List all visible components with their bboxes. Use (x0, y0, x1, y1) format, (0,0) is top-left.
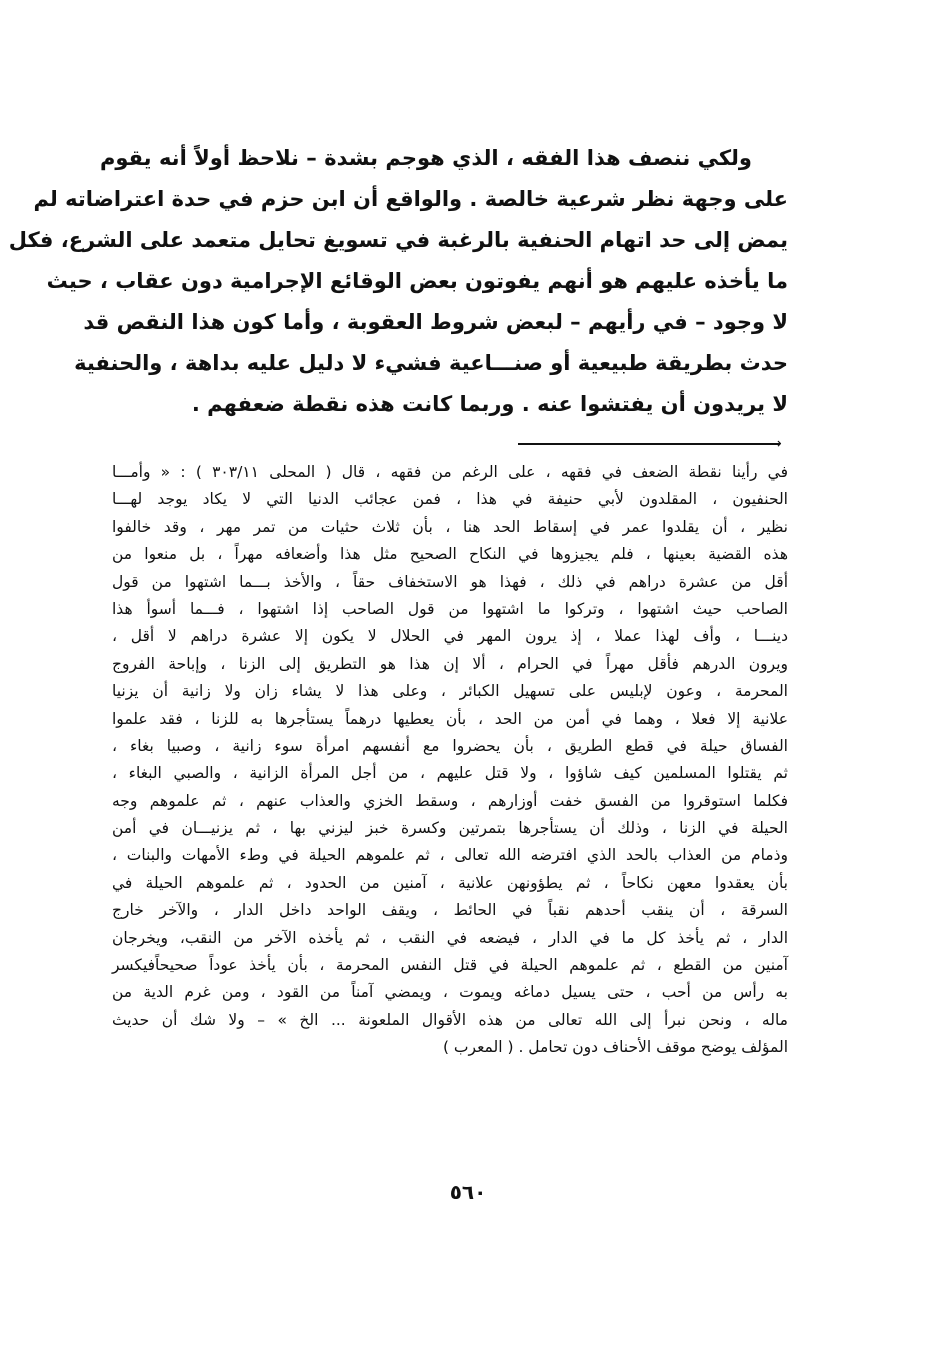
footnote-line: الحنفيون ، المقلدون لأبي حنيفة في هذا ، فمن عجائب الدنيا التي لا يكاد يوجد لهـــا (112, 490, 788, 509)
footnote-line: المحرمة ، وعون لإبليس على تسهيل الكبائر ، وعلى هذا لا يشاء زان ولا زانية أن يزنيا (112, 682, 788, 701)
footnote-line: هذه القضية بعينها ، فلم يجيزوها في النكاح الصحيح مثل هذا وأضعافه مهراً ، بل منعوا من (112, 545, 788, 564)
footnote-line: وذمام من العذاب بالحد الذي افترضه الله تعالى ، ثم علموهم الحيلة في وطء الأمهات والبنات ، (112, 846, 788, 865)
footnote-line: أقل من عشرة دراهم في ذلك ، فهذا هو الاستخفاف حقاً ، والأخذ بـــما اشتهوا من قول (112, 572, 788, 591)
footnote-line: بأن يعقدوا معهن نكاحاً ، ثم يطؤونهن علانية ، آمنين من الحدود ، ثم علموهم الحيلة في (112, 873, 788, 892)
footnote-line: الفساق حيلة في قطع الطريق ، بأن يحضروا مع أنفسهم امرأة سوء زانية ، وصبيا بغاء ، (112, 736, 788, 755)
footnote-line: ويرون الدرهم فأقل مهراً في الحرام ، ألا إن هذا هو التطريق إلى الزنا ، وإباحة الفروج (112, 654, 788, 673)
footnote-line: الحيلة في الزنا ، وذلك أن يستأجرها بتمرتين وكسرة خبز ليزني بها ، ثم يزنيـــان في أمن (112, 819, 788, 838)
footnote-line: ماله ، ونحن نبرأ إلى الله تعالى من هذه الأقوال الملعونة ... الخ » – ولا شك أن حديث (112, 1010, 788, 1029)
footnote-line: ثم يقتلوا المسلمين كيف شاؤوا ، ولا قتل عليهم ، من أجل المرأة الزانية ، والصبي البغاء ، (112, 764, 788, 783)
footnote-line: السرقة ، أن ينقب أحدهم نقباً في الحائط ، ويقف الواحد داخل الدار ، والآخر خارج (112, 901, 788, 920)
footnote-line: الصاحب حيث اشتهوا ، وتركوا ما اشتهوا من قول الصاحب إذا اشتهوا ، فـــما أسوأ هذا (112, 599, 788, 618)
body-line: ولكي ننصف هذا الفقه ، الذي هوجم بشدة – نلاحظ أولاً أنه يقوم (100, 146, 752, 170)
footnote-line: الدار ، ثم يأخذ كل ما في الدار ، فيضعه في النقب ، ثم يأخذه الآخر من النقب، ويخرجان (112, 928, 788, 947)
body-line: على وجهة نظر شرعية خالصة . والواقع أن ابن حزم في حدة اعتراضاته لم (33, 187, 788, 211)
page-number: ٥٦٠ (449, 1180, 487, 1204)
body-line: حدث بطريقة طبيعية أو صنـــاعية فشيء لا دليل عليه بداهة ، والحنفية (74, 351, 788, 375)
body-line: لا وجود – في رأيهم – لبعض شروط العقوبة ، وأما كون هذا النقص قد (83, 310, 788, 334)
footnote-block (112, 459, 788, 1062)
continuation-arrow-icon: → (770, 436, 782, 452)
body-line: لا يريدون أن يفتشوا عنه . وربما كانت هذه نقطة ضعفهم . (191, 392, 788, 416)
footnote-divider (518, 443, 780, 445)
footnote-line: نظير ، أن يقلدوا عمر في إسقاط الحد هنا ، بأن ثلاث حثيات من تمر مهر ، وقد خالفوا (112, 517, 788, 536)
footnote-line: دينـــا ، وأف لهذا عملا ، إذ يرون المهر في الحلال لا يكون إلا عشرة دراهم لا أقل ، (112, 627, 788, 646)
footnote-line: علانية إلا فعلا ، وهما في أمن من الحد ، بأن يعطيها درهماً يستأجرها به للزنا ، فقد علموا (112, 709, 788, 728)
footnote-line: به رأس من أحب ، حتى يسيل دماغه ويموت ، ويمضي آمناً من القود ، ومن غرم الدية من (112, 983, 788, 1002)
footnote-line: المؤلف يوضح موقف الأحناف دون تحامل . ( المعرب ) (442, 1038, 788, 1057)
footnote-line: آمنين من القطع ، ثم علموهم الحيلة في قتل النفس المحرمة ، بأن يأخذ عوداً صحيحاًفيكسر (112, 956, 788, 975)
footnote-line: فكلما استوقروا من الفسق خفت أوزارهم ، وسقط الخزي والعذاب عنهم ، ثم علموهم وجه (112, 791, 788, 810)
main-paragraph (8, 138, 788, 425)
body-line: يمض إلى حد اتهام الحنفية بالرغبة في تسويغ تحايل متعمد على الشرع، فكل (8, 228, 788, 252)
body-line: ما يأخذه عليهم هو أنهم يفوتون بعض الوقائع الإجرامية دون عقاب ، حيث (46, 269, 788, 293)
footnote-line: في رأينا نقطة الضعف في فقهه ، على الرغم من فقهه ، قال ( المحلى ٣٠٣/١١ ) : « وأمـــا (112, 463, 789, 481)
